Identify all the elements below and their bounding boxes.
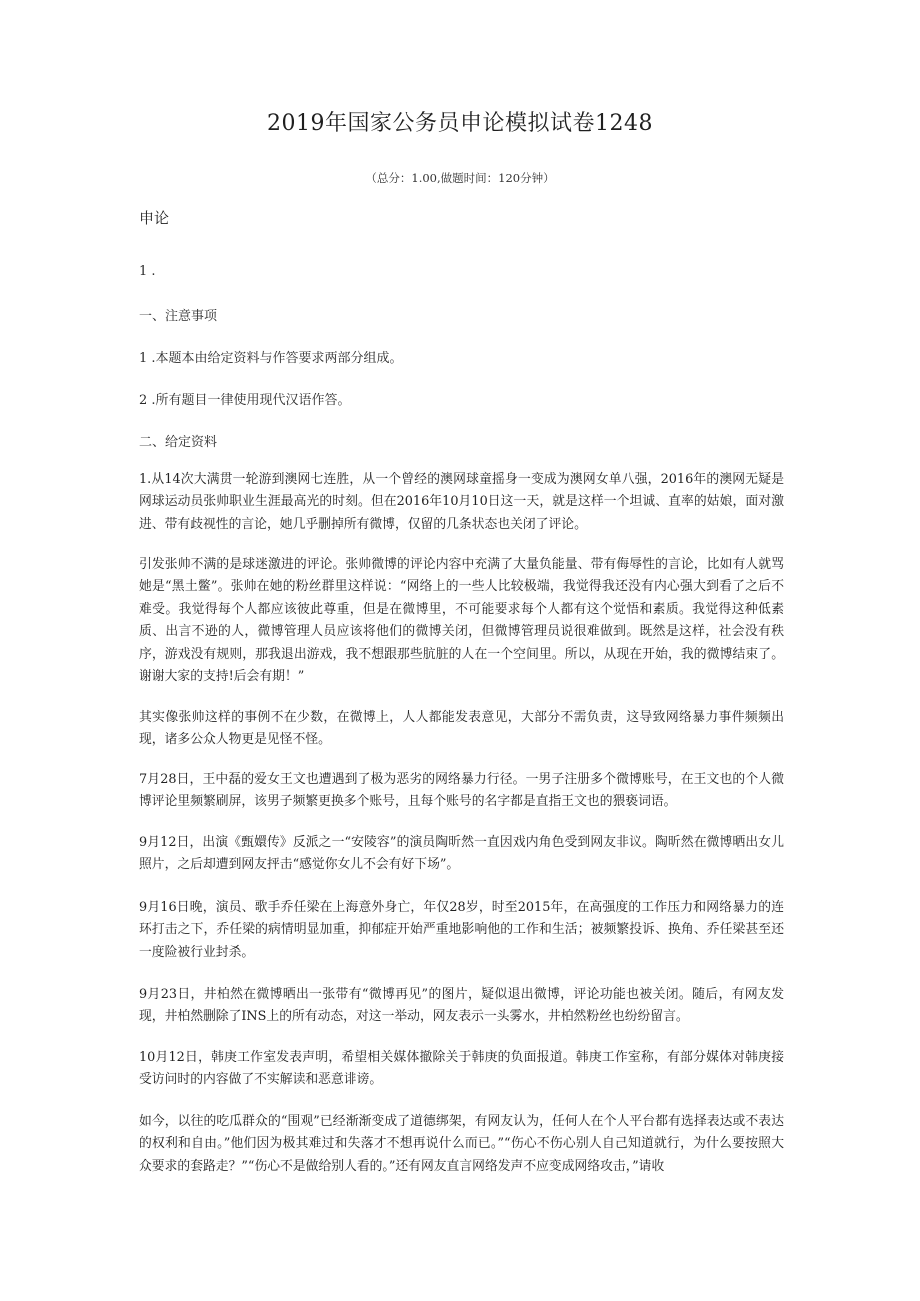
section-heading: 申论 xyxy=(139,209,170,227)
notice-item: 1 .本题本由给定资料与作答要求两部分组成。 xyxy=(139,351,403,366)
document-subtitle: （总分：1.00,做题时间：120分钟） xyxy=(365,171,555,185)
notice-heading: 一、注意事项 xyxy=(139,309,218,324)
material-paragraph: 其实像张帅这样的事例不在少数，在微博上，人人都能发表意见，大部分不需负责，这导致网络暴力事件频频出现，诸多公众人物更是见怪不怪。 xyxy=(139,710,784,748)
question-number: 1 . xyxy=(139,264,156,279)
material-paragraph: 1.从14次大满贯一轮游到澳网七连胜，从一个曾经的澳网球童摇身一变成为澳网女单八强，2016年的澳网无疑是网球运动员张帅职业生涯最高光的时刻。但在2016年10月10日这一天，就是这样一个坦诚、直率的姑娘，面对激进、带有歧视性的言论，她几乎删掉所有微博，仅留的几条状态也关闭了评论。 xyxy=(139,472,784,532)
material-paragraph: 如今，以往的吃瓜群众的“围观”已经渐渐变成了道德绑架，有网友认为，任何人在个人平台都有选择表达或不表达的权利和自由。”他们因为极其难过和失落才不想再说什么而已。”“伤心不伤心别人自己知道就行，为什么要按照大众要求的套路走？”“伤心不是做给别人看的。”还有网友直言网络发声不应变成网络攻击，”请收 xyxy=(139,1114,784,1174)
notice-item: 2 .所有题目一律使用现代汉语作答。 xyxy=(139,393,351,408)
material-paragraph: 引发张帅不满的是球迷激进的评论。张帅微博的评论内容中充满了大量负能量、带有侮辱性的言论，比如有人就骂她是“黑土鳖”。张帅在她的粉丝群里这样说：“网络上的一些人比较极端，我觉得我还没有内心强大到看了之后不难受。我觉得每个人都应该彼此尊重，但是在微博里，不可能要求每个人都有这个觉悟和素质。我觉得这种低素质、出言不逊的人，微博管理人员应该将他们的微博关闭，但微博管理员说很难做到。既然是这样，社会没有秩序，游戏没有规则，那我退出游戏，我不想跟那些肮脏的人在一个空间里。所以，从现在开始，我的微博结束了。谢谢大家的支持!后会有期！” xyxy=(139,557,784,685)
material-paragraph: 9月16日晚，演员、歌手乔任梁在上海意外身亡，年仅28岁，时至2015年，在高强度的工作压力和网络暴力的连环打击之下，乔任梁的病情明显加重，抑郁症开始严重地影响他的工作和生活；被频繁投诉、换角、乔任梁甚至还一度险被行业封杀。 xyxy=(139,900,784,960)
materials-heading: 二、给定资料 xyxy=(139,435,218,450)
material-paragraph: 10月12日，韩庚工作室发表声明，希望相关媒体撤除关于韩庚的负面报道。韩庚工作室称，有部分媒体对韩庚接受访问时的内容做了不实解读和恶意诽谤。 xyxy=(139,1050,784,1088)
document-title: 2019年国家公务员申论模拟试卷1248 xyxy=(267,111,653,136)
material-paragraph: 9月23日，井柏然在微博晒出一张带有“微博再见”的图片，疑似退出微博，评论功能也被关闭。随后，有网友发现，井柏然删除了INS上的所有动态，对这一举动，网友表示一头雾水，井柏然粉丝也纷纷留言。 xyxy=(139,987,784,1025)
material-paragraph: 9月12日，出演《甄嬛传》反派之一“安陵容”的演员陶昕然一直因戏内角色受到网友非议。陶昕然在微博晒出女儿照片，之后却遭到网友抨击“感觉你女儿不会有好下场”。 xyxy=(139,835,784,873)
material-paragraph: 7月28日，王中磊的爱女王文也遭遇到了极为恶劣的网络暴力行径。一男子注册多个微博账号，在王文也的个人微博评论里频繁刷屏，该男子频繁更换多个账号，且每个账号的名字都是直指王文也的猥亵词语。 xyxy=(139,772,784,810)
